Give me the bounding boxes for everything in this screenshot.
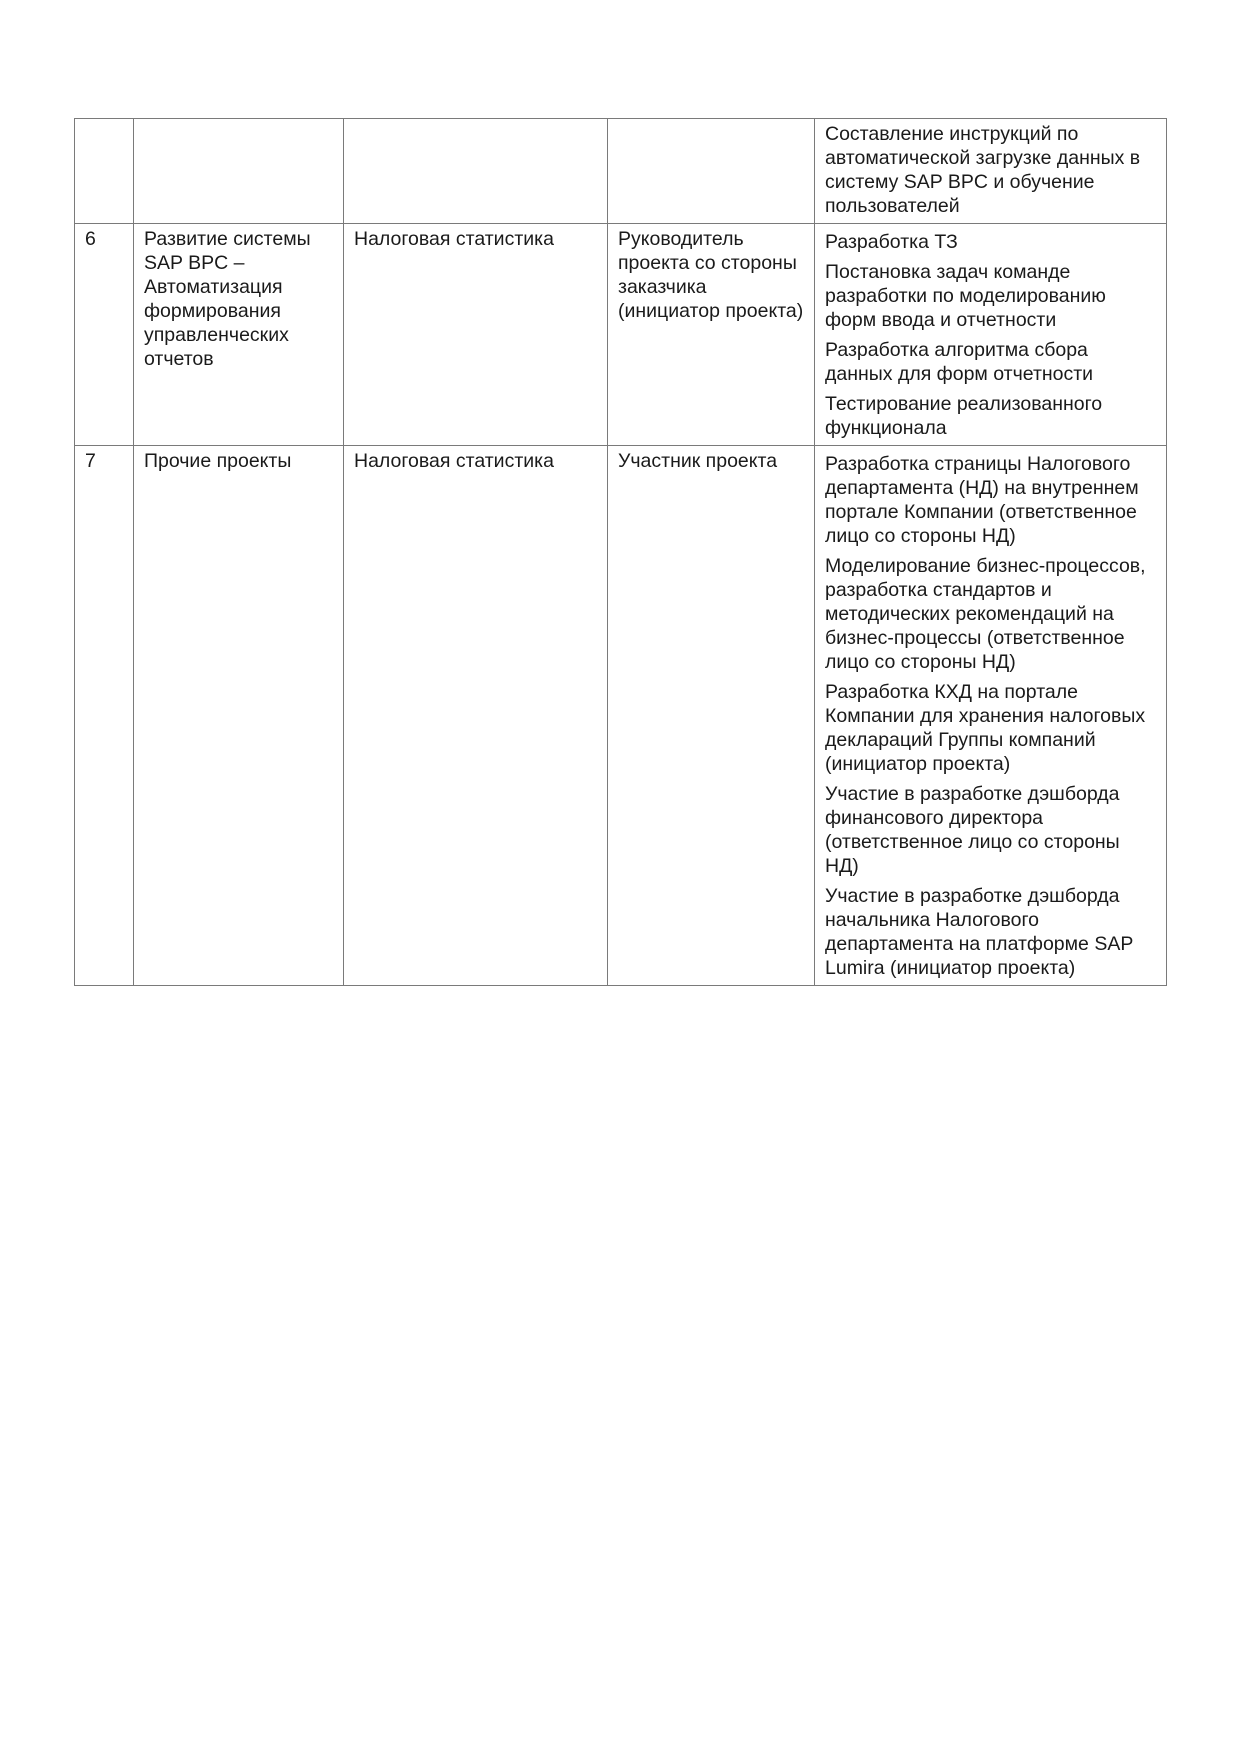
project-role-cell: Руководитель проекта со стороны заказчика (инициатор проекта) <box>608 224 815 446</box>
project-area-cell: Налоговая статистика <box>344 224 608 446</box>
task-item: Разработка страницы Налогового департамента (НД) на внутреннем портале Компании (ответственное лицо со стороны НД) <box>825 453 1139 547</box>
task-item: Разработка КХД на портале Компании для хранения налоговых деклараций Группы компаний (инициатор проекта) <box>825 681 1146 775</box>
row-number-cell <box>75 119 134 224</box>
project-tasks-cell <box>815 224 1167 446</box>
task-item: Разработка ТЗ <box>825 231 958 253</box>
task-item: Моделирование бизнес-процессов, разработка стандартов и методических рекомендаций на бизнес-процессы (ответственное лицо со стороны НД) <box>825 555 1146 673</box>
task-item: Разработка алгоритма сбора данных для форм отчетности <box>825 339 1094 385</box>
project-role-cell <box>608 119 815 224</box>
project-tasks-cell <box>815 119 1167 224</box>
project-role-cell: Участник проекта <box>608 446 815 986</box>
row-number-cell: 7 <box>75 446 134 986</box>
table-row <box>75 119 1167 224</box>
row-number-cell: 6 <box>75 224 134 446</box>
task-item: Участие в разработке дэшборда финансового директора (ответственное лицо со стороны НД) <box>825 783 1120 877</box>
project-area-cell <box>344 119 608 224</box>
task-item: Участие в разработке дэшборда начальника Налогового департамента на платформе SAP Lumira (инициатор проекта) <box>825 885 1133 979</box>
project-tasks-cell <box>815 446 1167 986</box>
table-row <box>75 446 1167 986</box>
project-area-cell: Налоговая статистика <box>344 446 608 986</box>
task-item: Составление инструкций по автоматической загрузке данных в систему SAP BPC и обучение пользователей <box>825 123 1141 217</box>
projects-table <box>74 118 1167 986</box>
task-item: Постановка задач команде разработки по моделированию форм ввода и отчетности <box>825 261 1106 331</box>
project-name-cell: Развитие системы SAP BPC – Автоматизация формирования управленческих отчетов <box>134 224 344 446</box>
table-row <box>75 224 1167 446</box>
project-name-cell <box>134 119 344 224</box>
task-item: Тестирование реализованного функционала <box>825 393 1103 439</box>
project-name-cell: Прочие проекты <box>134 446 344 986</box>
